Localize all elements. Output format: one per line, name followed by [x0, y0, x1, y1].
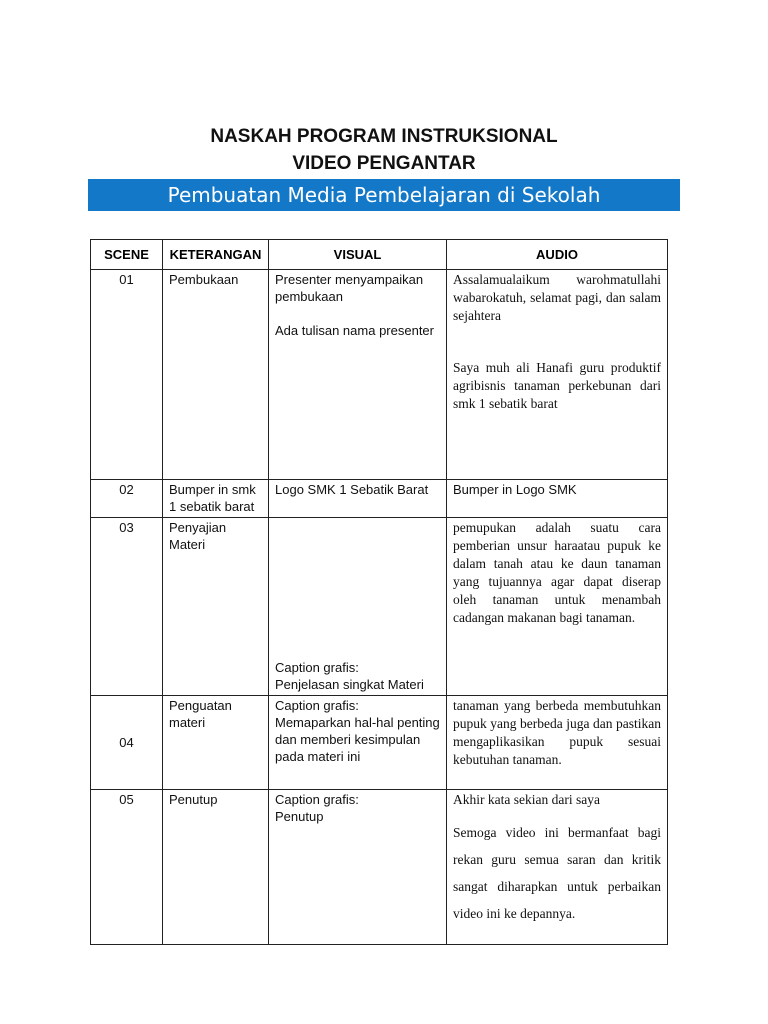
script-table	[90, 239, 668, 945]
audio-text: Assalamualaikum warohmatullahi wabarokatuh, selamat pagi, dan salam sejahtera	[453, 272, 661, 323]
audio-cell: tanaman yang berbeda membutuhkan pupuk yang berbeda juga dan pastikan mengaplikasikan pupuk sesuai kebutuhan tanaman.	[447, 696, 668, 790]
keterangan-cell: Penguatan materi	[163, 696, 269, 790]
visual-text: Caption grafis:	[275, 660, 359, 675]
keterangan-cell: Pembukaan	[163, 270, 269, 480]
header-scene: SCENE	[91, 240, 163, 270]
keterangan-cell: Bumper in smk 1 sebatik barat	[163, 480, 269, 518]
visual-text: Penutup	[275, 809, 324, 824]
header-visual: VISUAL	[269, 240, 447, 270]
document-title: NASKAH PROGRAM INSTRUKSIONAL	[210, 126, 558, 147]
audio-cell	[447, 270, 668, 480]
scene-number: 04	[91, 696, 163, 790]
visual-cell	[269, 270, 447, 480]
visual-text: Caption grafis:	[275, 698, 359, 713]
visual-text: Presenter menyampaikan pembukaan	[275, 272, 424, 304]
topic-banner: Pembuatan Media Pembelajaran di Sekolah	[88, 179, 680, 211]
audio-cell: pemupukan adalah suatu cara pemberian unsur haraatau pupuk ke dalam tanah atau ke daun tanaman yang tujuannya agar dapat diserap oleh tanaman untuk menambah cadangan makanan bagi tanaman.	[447, 518, 668, 696]
audio-text: Semoga video ini bermanfaat bagi rekan guru semua saran dan kritik sangat diharapkan untuk perbaikan video ini ke depannya.	[453, 825, 661, 921]
table-row	[91, 696, 668, 790]
visual-text: Ada tulisan nama presenter	[275, 323, 434, 338]
scene-number: 05	[91, 790, 163, 945]
table-row	[91, 518, 668, 696]
visual-cell: Logo SMK 1 Sebatik Barat	[269, 480, 447, 518]
visual-cell	[269, 696, 447, 790]
keterangan-cell: Penutup	[163, 790, 269, 945]
scene-number: 03	[91, 518, 163, 696]
scene-number: 01	[91, 270, 163, 480]
table-row	[91, 270, 668, 480]
audio-text: Akhir kata sekian dari saya	[453, 792, 600, 807]
table-header-row	[91, 240, 668, 270]
audio-cell: Bumper in Logo SMK	[447, 480, 668, 518]
table-row	[91, 790, 668, 945]
visual-text: Penjelasan singkat Materi	[275, 677, 424, 692]
visual-text: Caption grafis:	[275, 792, 359, 807]
audio-text: Saya muh ali Hanafi guru produktif agribisnis tanaman perkebunan dari smk 1 sebatik barat	[453, 360, 661, 411]
visual-cell	[269, 790, 447, 945]
visual-text: Memaparkan hal-hal penting dan memberi kesimpulan pada materi ini	[275, 715, 440, 764]
table-row	[91, 480, 668, 518]
visual-cell	[269, 518, 447, 696]
keterangan-cell: Penyajian Materi	[163, 518, 269, 696]
audio-cell	[447, 790, 668, 945]
scene-number: 02	[91, 480, 163, 518]
header-audio: AUDIO	[447, 240, 668, 270]
document-subtitle: VIDEO PENGANTAR	[292, 153, 476, 174]
header-keterangan: KETERANGAN	[163, 240, 269, 270]
